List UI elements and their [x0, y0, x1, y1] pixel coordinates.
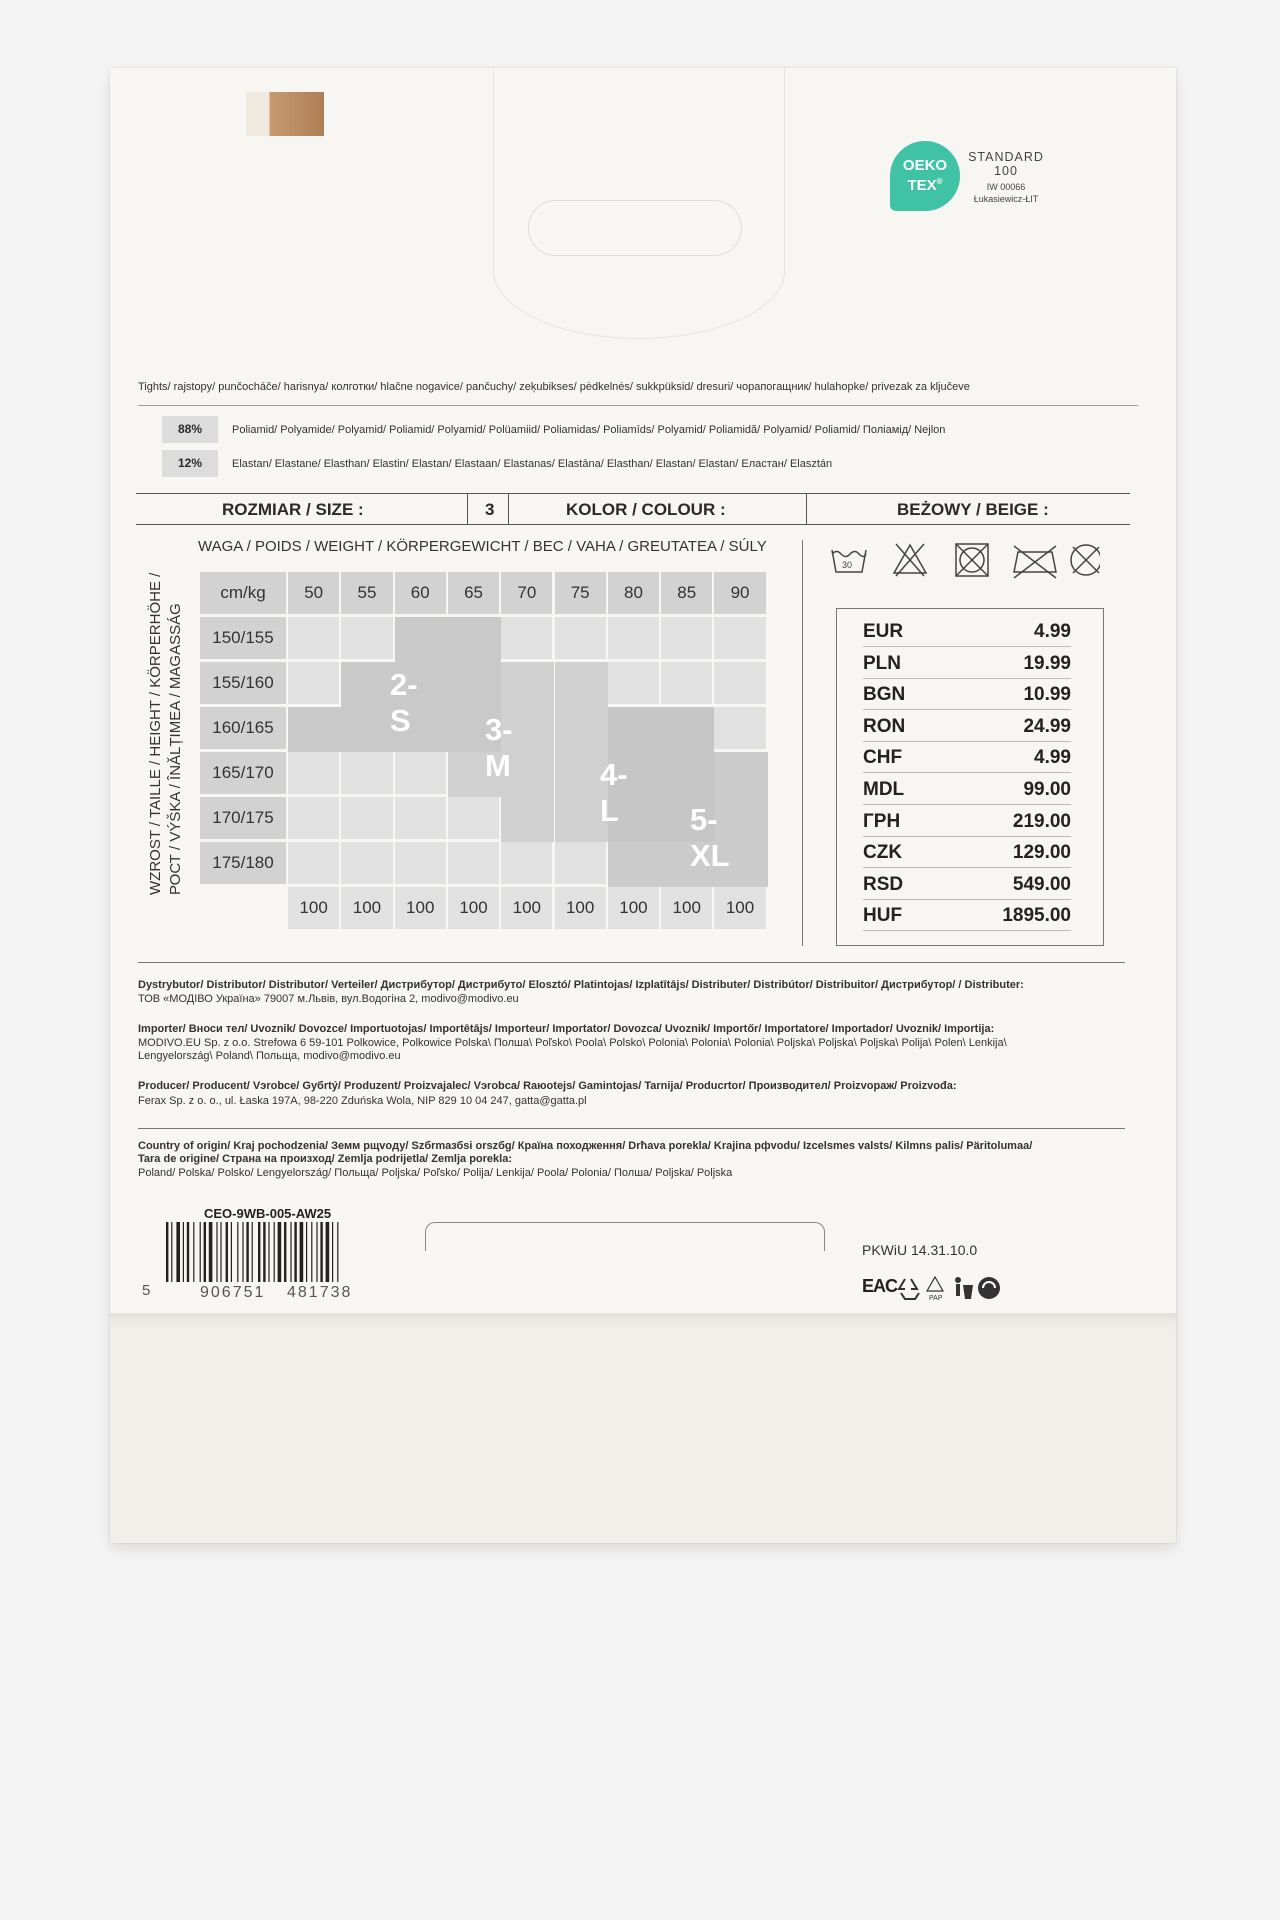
bottom-row-cell: 100 — [714, 887, 765, 929]
chart-cell — [395, 797, 446, 839]
divider — [802, 540, 803, 946]
barcode-bar — [306, 1222, 307, 1282]
barcode-bar — [176, 1222, 180, 1282]
price-value: 24.99 — [1023, 715, 1071, 737]
price-rule — [863, 709, 1071, 710]
barcode-bar — [193, 1222, 194, 1282]
bottom-row-cell: 100 — [555, 887, 606, 929]
chart-cell — [714, 752, 767, 797]
barcode-bar — [311, 1222, 312, 1282]
barcode-bar — [171, 1222, 172, 1282]
divider — [138, 962, 1125, 963]
price-table — [836, 608, 1104, 946]
chart-cell — [501, 797, 554, 842]
price-currency: PLN — [863, 652, 901, 674]
chart-cell — [288, 617, 339, 659]
barcode-bar — [274, 1222, 275, 1282]
chart-cell — [608, 707, 661, 752]
wash-30-icon — [832, 546, 866, 576]
chart-cell — [501, 617, 552, 659]
chart-cell — [608, 617, 659, 659]
oeko-code: IW 00066 — [986, 182, 1026, 192]
weight-tick: 80 — [608, 572, 659, 614]
price-value: 19.99 — [1023, 652, 1071, 674]
price-row — [863, 716, 1071, 738]
chart-cell — [714, 662, 765, 704]
colour-value: BEŻOWY / BEIGE : — [897, 500, 1049, 519]
barcode-bar — [268, 1222, 269, 1282]
barcode-bar — [278, 1222, 282, 1282]
bottom-row-cell: 100 — [448, 887, 499, 929]
height-header-1: WZROST / TAILLE / HEIGHT / KÖRPERHÖHE / — [147, 572, 164, 895]
chart-cell — [555, 662, 608, 707]
chart-cell — [341, 617, 392, 659]
pap-recycle-icon — [927, 1277, 943, 1302]
pap-label: PAP — [929, 1295, 943, 1302]
barcode-bar — [316, 1222, 317, 1282]
price-currency: CHF — [863, 747, 903, 769]
product-names: Tights/ rajstopy/ punčocháče/ harisnya/ колготки/ hlačne nogavice/ pančuchy/ zeķubikses/ pėdkelnės/ sukkpüksid/ dresuri/ чорапогащник/ hulahopke/ privezak za ključeve — [138, 381, 970, 393]
oeko-tex-standard — [966, 150, 1046, 205]
weight-tick: 60 — [395, 572, 446, 614]
barcode-group-1: 906751 — [200, 1284, 266, 1301]
barcode-bar — [183, 1222, 184, 1282]
origin-line-3: Poland/ Polska/ Polsko/ Lengyelország/ Польща/ Poljska/ Poľsko/ Polija/ Lenkija/ Poola/ Polonia/ Полша/ Poljska/ Poljska — [138, 1167, 733, 1179]
bottom-row-cell: 100 — [395, 887, 446, 929]
height-header-2: РОСТ / VÝŠKA / ÎNĂLȚIMEA / MAGASSÁG — [167, 603, 184, 895]
price-currency: MDL — [863, 779, 905, 800]
barcode-bar — [204, 1222, 206, 1282]
price-row — [863, 621, 1071, 643]
sticker-outline — [425, 1222, 825, 1251]
price-value: 219.00 — [1012, 810, 1071, 832]
composition-pct-2: 12% — [162, 450, 218, 477]
price-rule — [863, 899, 1071, 900]
distributor-label: Dystrybutor/ Distributor/ Distributor/ Verteiler/ Дистрибутор/ Дистрибуто/ Elosztó/ Platintojas/ Izplatītājs/ Distributer/ Distribútor/ Distribuitor/ Дистрибутор/ / Distributer: — [138, 979, 1024, 991]
recycle-icon — [899, 1279, 919, 1299]
chart-cell — [341, 752, 392, 794]
chart-cell — [661, 662, 712, 704]
weight-tick: 55 — [341, 572, 392, 614]
barcode-bar — [200, 1222, 201, 1282]
barcode-group-2: 481738 — [287, 1284, 353, 1301]
barcode-bar — [258, 1222, 260, 1282]
chart-cell — [288, 707, 341, 752]
environment-symbols — [895, 1275, 1015, 1303]
price-row — [863, 747, 1071, 769]
barcode-bar — [320, 1222, 322, 1282]
chart-cell — [395, 617, 448, 662]
chart-cell — [448, 797, 499, 839]
height-tick: 155/160 — [200, 662, 286, 704]
weight-tick: 85 — [661, 572, 712, 614]
height-tick: 150/155 — [200, 617, 286, 659]
barcode-bar — [220, 1222, 221, 1282]
chart-cell — [501, 842, 552, 884]
pkwiu-code: PKWiU 14.31.10.0 — [862, 1242, 978, 1258]
composition-text-1: Poliamid/ Polyamide/ Polyamid/ Poliamid/ Polyamid/ Polüamiid/ Poliamidas/ Poliamīds/ Polyamid/ Poliamidă/ Polyamid/ Poliamid/ Поліамід/ Nejlon — [232, 424, 946, 436]
barcode-bar — [294, 1222, 296, 1282]
chart-cell — [341, 707, 394, 752]
composition-pct-1: 88% — [162, 416, 218, 443]
weight-tick: 50 — [288, 572, 339, 614]
weight-header: WAGA / POIDS / WEIGHT / KÖRPERGEWICHT / BEC / VAHA / GREUTATEA / SÚLY — [198, 538, 767, 555]
chart-cell — [341, 662, 394, 707]
price-rule — [863, 646, 1071, 647]
price-value: 4.99 — [1034, 621, 1071, 642]
chart-cell — [288, 797, 339, 839]
size-label: ROZMIAR / SIZE : — [222, 500, 364, 519]
barcode-bar — [337, 1222, 338, 1282]
price-rule — [863, 678, 1071, 679]
barcode-bar — [166, 1222, 168, 1282]
size-zone-label: 4-L — [600, 757, 628, 828]
oeko-tex-logo — [890, 141, 960, 211]
importer-text-1: MODIVO.EU Sp. z o.o. Strefowa 6 59-101 Polkowice, Polkowice Polska\ Полша\ Poľsko\ Poola\ Polsko\ Polonia\ Polonia\ Polonia\ Poljska\ Poljska\ Poljska\ Polija\ Polen\ Lenkija\ — [138, 1037, 1007, 1049]
price-value: 549.00 — [1012, 873, 1071, 895]
barcode-bar — [246, 1222, 248, 1282]
product-code: CEO-9WB-005-AW25 — [204, 1206, 332, 1221]
height-tick: 175/180 — [200, 842, 286, 884]
chart-cell — [288, 842, 339, 884]
divider — [138, 405, 1138, 406]
barcode-bar — [216, 1222, 217, 1282]
price-value: 4.99 — [1034, 747, 1071, 769]
chart-corner: cm/kg — [200, 572, 286, 614]
barcode-bar — [187, 1222, 189, 1282]
oeko-number: 100 — [994, 164, 1018, 178]
size-zone-label: 5-XL — [690, 802, 730, 873]
price-currency: EUR — [863, 621, 904, 642]
price-row — [863, 842, 1071, 864]
price-row — [863, 905, 1071, 927]
price-rule — [863, 772, 1071, 773]
no-dry-clean-icon — [1071, 545, 1100, 575]
barcode-bar — [242, 1222, 243, 1282]
weight-tick: 75 — [555, 572, 606, 614]
tidyman-icon — [955, 1277, 973, 1299]
chart-cell — [608, 662, 659, 704]
chart-cell — [661, 617, 712, 659]
hanger-hole — [528, 200, 742, 256]
tex-text: TEX® — [907, 177, 943, 194]
chart-cell — [714, 707, 765, 749]
origin-line-1: Country of origin/ Kraj pochodzenia/ Земм рщvoду/ Szбrmaзбsi orszбg/ Країна походження/ Drћava porekla/ Krajina pфvodu/ Izcelsmes valsts/ Kilmns palis/ Päritolumaa/ — [138, 1140, 1033, 1152]
height-tick: 170/175 — [200, 797, 286, 839]
oeko-text: OEKO — [902, 157, 948, 174]
barcode-first-digit: 5 — [142, 1282, 152, 1299]
product-window — [246, 92, 324, 136]
origin-line-2: Tara de origine/ Страна на произход/ Zemlja podrijetla/ Zemlja porekla: — [138, 1153, 512, 1165]
barcode-bar — [252, 1222, 253, 1282]
price-row — [863, 874, 1071, 896]
price-rule — [863, 867, 1071, 868]
chart-cell — [288, 752, 339, 794]
weight-tick: 70 — [501, 572, 552, 614]
weight-tick: 65 — [448, 572, 499, 614]
divider — [806, 494, 807, 524]
chart-cell — [395, 842, 446, 884]
weight-tick: 90 — [714, 572, 765, 614]
care-icons-svg — [830, 540, 1100, 580]
price-currency: ГРН — [863, 810, 901, 832]
chart-cell — [448, 662, 501, 707]
barcode-bar — [332, 1222, 333, 1282]
chart-cell — [501, 662, 554, 707]
composition-text-2: Elastan/ Elastane/ Elasthan/ Elastin/ Elastan/ Elastaan/ Elastanas/ Elastāna/ Elasthan/ Elastan/ Elastan/ Еластан/ Elasztán — [232, 458, 833, 470]
importer-text-2: Lengyelország\ Poland\ Польща, modivo@modivo.eu — [138, 1050, 401, 1062]
divider — [138, 1128, 1125, 1129]
size-colour-bar — [136, 493, 1130, 525]
barcode-bar — [263, 1222, 265, 1282]
bottom-row-cell: 100 — [608, 887, 659, 929]
price-currency: RON — [863, 715, 906, 737]
chart-cell — [555, 842, 606, 884]
barcode — [166, 1222, 406, 1282]
care-symbols — [830, 540, 1100, 585]
divider — [508, 494, 509, 524]
price-row — [863, 779, 1071, 801]
colour-label: KOLOR / COLOUR : — [566, 500, 726, 519]
bottom-row-cell: 100 — [661, 887, 712, 929]
price-value: 10.99 — [1023, 684, 1071, 706]
price-currency: CZK — [863, 842, 903, 864]
price-row — [863, 653, 1071, 675]
size-zone-label: 2-S — [390, 667, 418, 738]
chart-cell — [341, 797, 392, 839]
bottom-row-cell: 100 — [341, 887, 392, 929]
price-currency: BGN — [863, 684, 906, 706]
chart-cell — [448, 842, 499, 884]
price-currency: RSD — [863, 873, 904, 895]
chart-cell — [555, 707, 608, 752]
chart-cell — [661, 707, 714, 752]
price-currency: HUF — [863, 905, 903, 927]
chart-cell — [661, 752, 714, 797]
barcode-bar — [326, 1222, 330, 1282]
bottom-row-cell: 100 — [288, 887, 339, 929]
price-row — [863, 684, 1071, 706]
barcode-bar — [226, 1222, 228, 1282]
barcode-bar — [300, 1222, 304, 1282]
chart-cell — [395, 752, 446, 794]
eac-mark: EAC — [862, 1276, 898, 1296]
producer-text: Ferax Sp. z o. o., ul. Łaska 197A, 98-220 Zduńska Wola, NIP 829 10 04 247, gatta@gatta.pl — [138, 1095, 587, 1107]
chart-cell — [555, 617, 606, 659]
price-value: 129.00 — [1012, 842, 1071, 864]
bottom-flap — [110, 1313, 1176, 1543]
height-tick: 160/165 — [200, 707, 286, 749]
oeko-institute: Łukasiewicz-ŁIT — [973, 194, 1039, 204]
no-bleach-icon — [894, 544, 926, 576]
price-value: 1895.00 — [1002, 905, 1071, 927]
height-tick: 165/170 — [200, 752, 286, 794]
price-value: 99.00 — [1023, 779, 1071, 800]
price-row — [863, 811, 1071, 833]
chart-cell — [448, 617, 501, 662]
no-tumble-dry-icon — [956, 544, 988, 576]
svg-text:30: 30 — [842, 560, 853, 570]
chart-cell — [341, 842, 392, 884]
price-rule — [863, 836, 1071, 837]
green-dot-icon — [978, 1277, 1000, 1299]
barcode-bar — [237, 1222, 238, 1282]
barcode-bar — [231, 1222, 232, 1282]
barcode-bar — [284, 1222, 286, 1282]
size-zone-label: 3-M — [485, 712, 513, 783]
chart-cell — [714, 617, 765, 659]
chart-cell — [608, 842, 661, 887]
chart-cell — [288, 662, 339, 704]
price-rule — [863, 930, 1071, 931]
barcode-bar — [209, 1222, 213, 1282]
size-value: 3 — [485, 500, 495, 519]
no-iron-icon — [1014, 546, 1056, 578]
distributor-text: ТОВ «МОДІВО Україна» 79007 м.Львів, вул.Водогіна 2, modivo@modivo.eu — [138, 993, 519, 1005]
barcode-bar — [290, 1222, 291, 1282]
divider — [467, 494, 468, 524]
price-rule — [863, 804, 1071, 805]
oeko-standard: STANDARD — [968, 150, 1044, 164]
bottom-row-cell: 100 — [501, 887, 552, 929]
price-rule — [863, 741, 1071, 742]
producer-label: Producer/ Producent/ Vэrobce/ Gyбrtý/ Produzent/ Proizvajalec/ Vэrobcа/ Raюotejs/ Gamintojas/ Tarnija/ Producrtor/ Производител/ Proizvoраж/ Proizvođa: — [138, 1080, 957, 1092]
importer-label: Importer/ Вноси тел/ Uvoznik/ Dovozce/ Importuotojas/ Importētājs/ Importeur/ Importator/ Dovozca/ Uvoznik/ Importőr/ Importatore/ Importador/ Uvoznik/ Importija: — [138, 1023, 995, 1035]
